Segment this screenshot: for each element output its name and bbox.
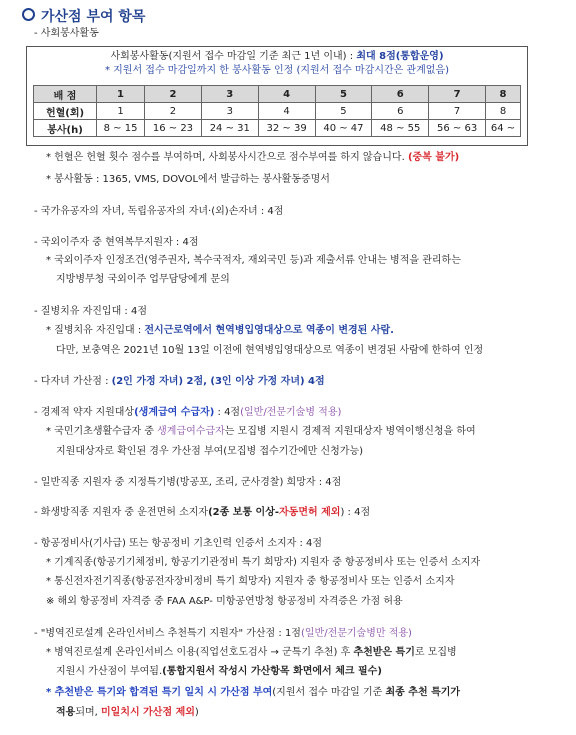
aviation-note-2: * 통신전자전기직종(항공전자장비정비 특기 희망자) 지원자 중 항공정비사 또는 인증서 소지자 (46, 576, 455, 587)
item-illness: - 질병치유 자진입대 : 4점 (34, 306, 147, 317)
illness-note-1: * 질병치유 자진입대 : 전시근로역에서 현역병입영대상으로 역종이 변경된 사람. (46, 325, 394, 336)
table-cell: 16 ~ 23 (145, 120, 202, 137)
overseas-note-1: * 국외이주자 인정조건(영주권자, 복수국적자, 재외국민 등)과 제출서류 안내는 병적을 관리하는 (46, 255, 461, 266)
volunteer-table (33, 85, 521, 137)
table-row-hours (34, 120, 521, 137)
table-cell: 64 ~ (486, 120, 521, 137)
table-cell: 2 (145, 103, 202, 120)
aviation-note-3: ※ 해외 항공정비 자격증 중 FAA A&P- 미항공연방청 항공정비 자격증은 가점 허용 (46, 596, 403, 607)
economic-note-1: * 국민기초생활수급자 중 생계급여수급자는 모집병 지원시 경제적 지원대상자 병역이행신청을 하여 (46, 426, 476, 437)
table-cell: 48 ~ 55 (372, 120, 429, 137)
table-cell: 32 ~ 39 (258, 120, 315, 137)
table-header-cell: 8 (486, 86, 521, 103)
table-cell: 1 (97, 103, 145, 120)
career-note-2: * 추천받은 특기와 합격된 특기 일치 시 가산점 부여(지원서 접수 마감일 기준 최종 추천 특기가 (46, 687, 461, 698)
aviation-note-1: * 기계직종(항공기기체정비, 항공기기관정비 특기 희망자) 지원자 중 항공정비사 또는 인증서 소지자 (46, 557, 481, 568)
table-cell: 6 (372, 103, 429, 120)
overseas-note-1-cont: 지방병무청 국외이주 업무담당에게 문의 (56, 274, 230, 285)
item-industrial: - 일반직종 지원자 중 지정특기병(방공포, 조리, 군사경찰) 희망자 : 4점 (34, 477, 342, 488)
table-header-row (34, 86, 521, 103)
table-cell: 8 ~ 15 (97, 120, 145, 137)
table-row-label: 봉사(h) (34, 120, 97, 137)
table-cell: 5 (315, 103, 372, 120)
table-header-cell: 3 (201, 86, 258, 103)
table-header-cell: 2 (145, 86, 202, 103)
item-economic: - 경제적 약자 지원대상(생계급여 수급자) : 4점(일반/전문기술병 적용) (34, 407, 342, 418)
volunteer-note-2: * 봉사활동 : 1365, VMS, DOVOL에서 발급하는 봉사활동증명서 (46, 174, 330, 185)
table-row-count (34, 103, 521, 120)
item-multichild: - 다자녀 가산점 : (2인 가정 자녀) 2점, (3인 이상 가정 자녀) 4점 (34, 376, 325, 387)
table-cell: 4 (258, 103, 315, 120)
volunteer-box-line-2: * 지원서 접수 마감일까지 한 봉사활동 인정 (지원서 접수 마감시간은 관계없음) (104, 65, 450, 76)
table-header-cell: 7 (429, 86, 486, 103)
table-cell: 40 ~ 47 (315, 120, 372, 137)
table-row-label: 헌혈(회) (34, 103, 97, 120)
item-merit: - 국가유공자의 자녀, 독립유공자의 자녀·(외)손자녀 : 4점 (34, 206, 284, 217)
career-note-2-cont: 적용되며, 미일치시 가산점 제외) (56, 707, 199, 718)
illness-note-1-cont: 다만, 보충역은 2021년 10월 13일 이전에 현역병입영대상으로 역종이 변경된 사람에 한하여 인정 (56, 345, 484, 356)
table-header-cell: 6 (372, 86, 429, 103)
circle-bullet-icon (22, 8, 35, 21)
volunteer-box (26, 46, 528, 146)
table-cell: 56 ~ 63 (429, 120, 486, 137)
career-note-1: * 병역진로설계 온라인서비스 이용(직업선호도검사 → 군특기 추천) 후 추천받은 특기로 모집병 (46, 647, 457, 658)
table-header-cell: 배 점 (34, 86, 97, 103)
item-overseas: - 국외이주자 중 현역복무지원자 : 4점 (34, 237, 199, 248)
table-cell: 7 (429, 103, 486, 120)
table-cell: 24 ~ 31 (201, 120, 258, 137)
career-note-1-cont: 지원시 가산점이 부여됨.(통합지원서 작성시 가산항목 화면에서 체크 필수) (56, 666, 382, 677)
table-cell: 3 (201, 103, 258, 120)
item-chemical: - 화생방직종 지원자 중 운전면허 소지자(2종 보통 이상-자동면허 제외) : 4점 (34, 507, 371, 518)
table-header-cell: 1 (97, 86, 145, 103)
volunteer-note-1: * 헌혈은 헌혈 횟수 점수를 부여하며, 사회봉사시간으로 점수부여를 하지 않습니다. (중복 불가) (46, 152, 460, 163)
item-aviation: - 항공정비사(기사급) 또는 항공정비 기초인력 인증서 소지자 : 4점 (34, 538, 323, 549)
table-header-cell: 5 (315, 86, 372, 103)
section-title: 가산점 부여 항목 (22, 6, 145, 26)
item-volunteer-heading: - 사회봉사활동 (34, 28, 99, 39)
volunteer-box-line-1: 사회봉사활동(지원서 접수 마감일 기준 최근 1년 이내) : 최대 8점(통합운영) (110, 51, 444, 62)
table-header-cell: 4 (258, 86, 315, 103)
table-cell: 8 (486, 103, 521, 120)
item-career: - "병역진로설계 온라인서비스 추천특기 지원자" 가산점 : 1점(일반/전문기술병만 적용) (34, 628, 412, 639)
economic-note-1-cont: 지원대상자로 확인된 경우 가산점 부여(모집병 접수기간에만 신청가능) (56, 446, 364, 457)
